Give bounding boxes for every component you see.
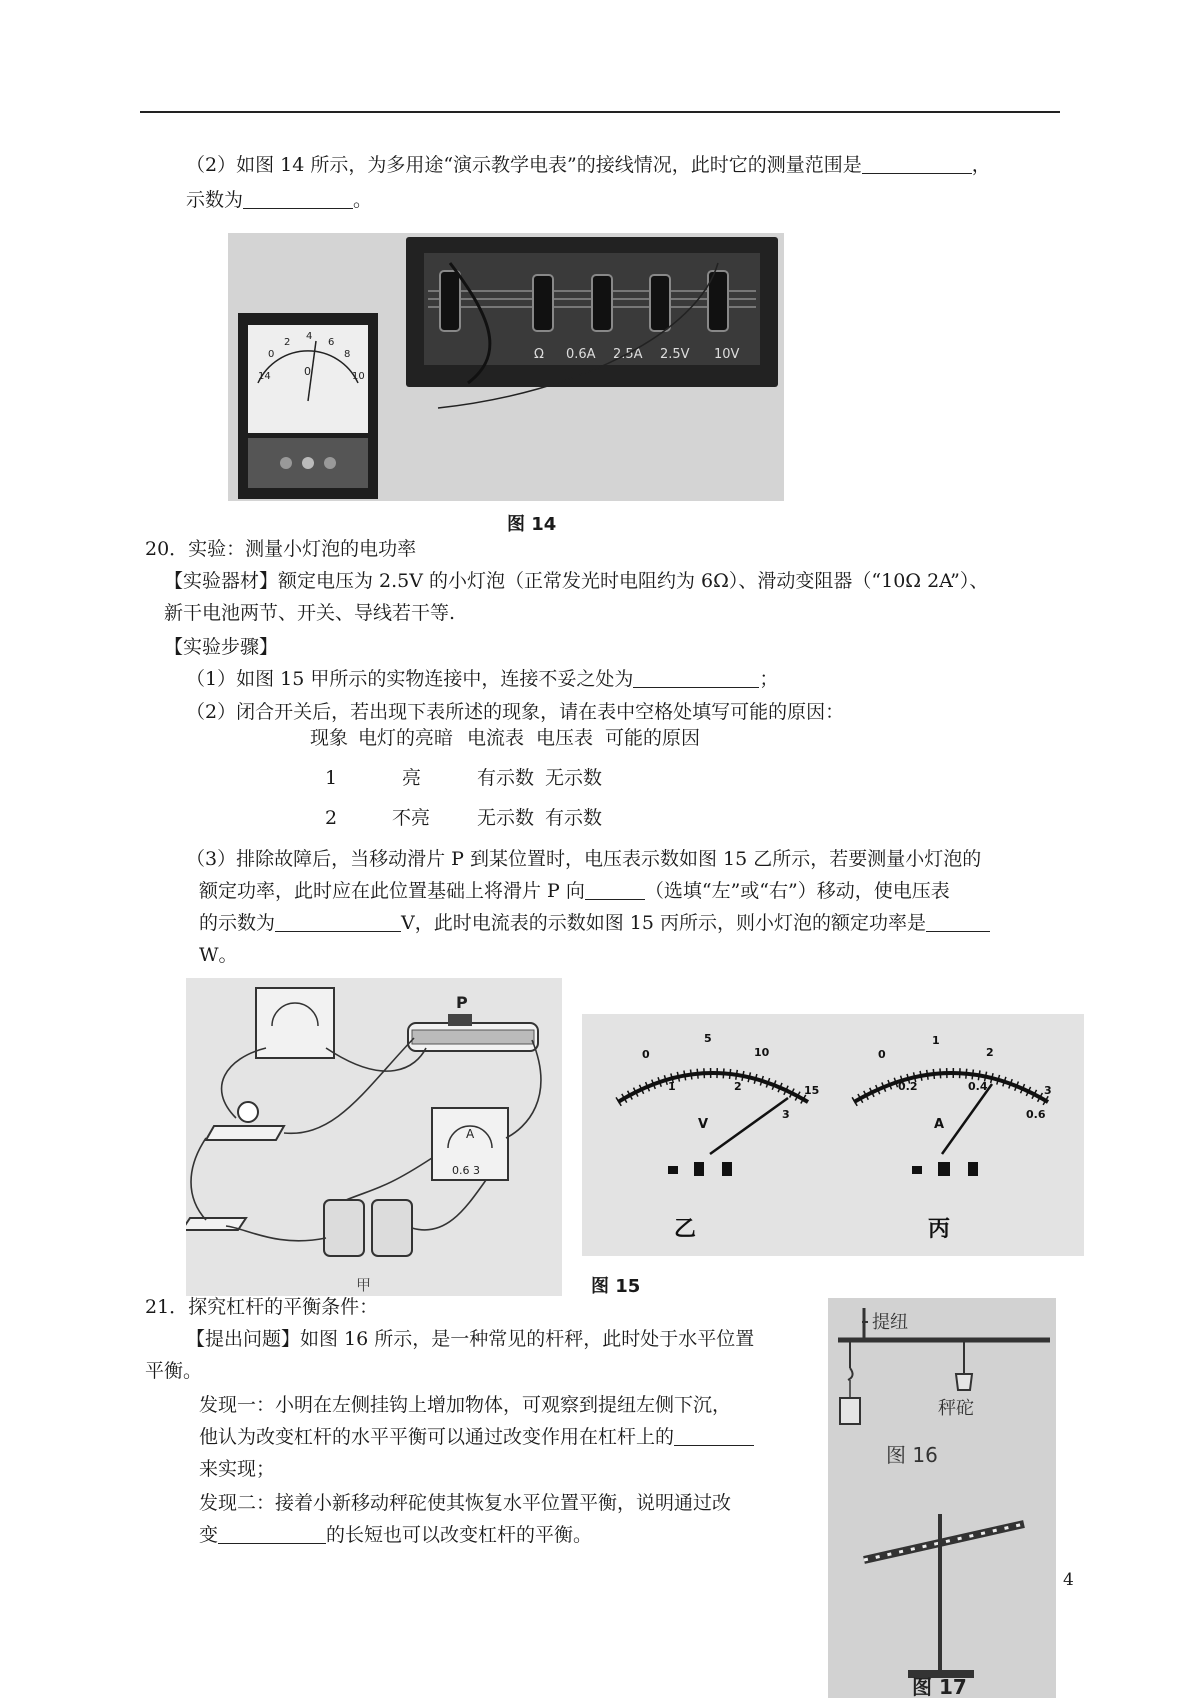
q20-step2: （2）闭合开关后，若出现下表所述的现象，请在表中空格处填写可能的原因： — [186, 701, 845, 723]
ammeter-panel-text: 0.6 3 — [452, 1164, 480, 1177]
meter-scale-label: 10 — [352, 371, 365, 382]
figure-15-caption: 图 15 — [591, 1276, 641, 1297]
terminal-post-0.6a — [533, 275, 553, 331]
q19-part2-line2: 示数为 。 — [186, 189, 373, 211]
meter-center-label: 0 — [304, 365, 311, 378]
figure-14-caption: 图 14 — [507, 514, 557, 535]
meter-scale-label: 2 — [284, 337, 291, 348]
scale-tick-label: 3 — [1044, 1084, 1052, 1097]
meter-scale-label: 8 — [344, 349, 351, 360]
q20-step3-line3: 的示数为 V，此时电流表的示数如图 15 丙所示，则小灯泡的额定功率是 — [199, 910, 990, 938]
terminal-label: Ω — [534, 347, 544, 362]
rheostat-slider — [448, 1014, 472, 1026]
bulb-base — [206, 1126, 284, 1140]
terminal-label: 2.5A — [613, 347, 643, 362]
scale-tick-label: 5 — [704, 1032, 712, 1045]
terminal-post-2.5v — [650, 275, 670, 331]
answer-blank-wrong-connection[interactable] — [633, 668, 759, 688]
q20-step1: （1）如图 15 甲所示的实物连接中，连接不妥之处为 ； — [186, 668, 779, 690]
answer-blank-direction[interactable] — [585, 880, 645, 900]
figure-15-yi-label: 乙 — [674, 1216, 697, 1242]
scale-tick-label: 15 — [804, 1084, 820, 1097]
q21-question-line2: 平衡。 — [145, 1360, 203, 1382]
answer-blank-power[interactable] — [926, 912, 990, 932]
terminal-post-ohm — [440, 271, 460, 331]
header-rule — [140, 111, 1060, 113]
terminal-label: 0.6A — [566, 347, 596, 362]
scale-tick-label: 0.6 — [1026, 1108, 1046, 1121]
answer-blank-voltage[interactable] — [275, 912, 401, 932]
q21-finding1-line3: 来实现； — [199, 1458, 276, 1480]
scale-tick-label: 1 — [932, 1034, 940, 1047]
figure-15-meters-photo — [582, 1014, 1084, 1256]
hung-object — [840, 1398, 860, 1424]
answer-blank-arm[interactable] — [218, 1524, 326, 1544]
q20-materials-line2: 新干电池两节、开关、导线若干等. — [164, 602, 456, 624]
figure-16-17-photo — [828, 1298, 1056, 1698]
figure-14-photo — [228, 233, 784, 501]
q19-part2-line1: （2）如图 14 所示，为多用途“演示教学电表”的接线情况，此时它的测量范围是 ， — [186, 154, 991, 176]
q21-finding1-line2: 他认为改变杠杆的水平平衡可以通过改变作用在杠杆上的 — [199, 1424, 754, 1452]
q21-question-line1: 【提出问题】如图 16 所示，是一种常见的杆秤，此时处于水平位置 — [186, 1328, 755, 1350]
terminal-post-2.5a — [592, 275, 612, 331]
voltmeter-unit: V — [698, 1117, 709, 1132]
scale-tick-label: 0.4 — [968, 1080, 988, 1093]
answer-blank-range[interactable] — [862, 154, 972, 174]
q20-steps-heading: 【实验步骤】 — [164, 636, 279, 658]
q20-materials-line1: 【实验器材】额定电压为 2.5V 的小灯泡（正常发光时电阻约为 6Ω）、滑动变阻器（“10Ω 2A”）、 — [164, 570, 989, 592]
figure-15-jia-label: 甲 — [356, 1276, 372, 1294]
scale-tick-label: 3 — [782, 1108, 790, 1121]
battery — [372, 1200, 412, 1256]
scale-tick-label: 1 — [668, 1080, 676, 1093]
q20-step3-line4: W。 — [199, 944, 238, 966]
meter-scale-label: 0 — [268, 349, 275, 360]
scale-tick-label: 2 — [734, 1080, 742, 1093]
q21-finding2-line1: 发现二：接着小新移动秤砣使其恢复水平位置平衡，说明通过改 — [199, 1492, 732, 1514]
scale-tick-label: 10 — [754, 1046, 770, 1059]
ammeter-unit: A — [466, 1127, 475, 1141]
q21-finding2-line2: 变 的长短也可以改变杠杆的平衡。 — [199, 1524, 593, 1546]
q20-title: 20．实验：测量小灯泡的电功率 — [145, 538, 417, 560]
meter-scale-label: 4 — [306, 331, 313, 342]
terminal-label: 10V — [714, 347, 740, 362]
counterweight — [956, 1374, 972, 1390]
terminal-label: 2.5V — [660, 347, 690, 362]
battery — [324, 1200, 364, 1256]
page-number: 4 — [1063, 1570, 1074, 1590]
q20-step3-line2: 额定功率，此时应在此位置基础上将滑片 P 向 （选填“左”或“右”）移动，使电压表 — [199, 880, 950, 902]
answer-blank-reading[interactable] — [243, 189, 353, 209]
figure-15-circuit-photo — [186, 978, 562, 1296]
light-bulb — [238, 1102, 258, 1122]
lifting-knob-label: 提纽 — [872, 1312, 908, 1333]
figure-16-caption: 图 16 — [886, 1443, 938, 1467]
meter-scale-label: 6 — [328, 337, 335, 348]
answer-blank-force[interactable] — [674, 1426, 754, 1446]
slider-label: P — [456, 993, 468, 1012]
meter-scale-label: 14 — [258, 371, 271, 382]
q21-finding1-line1: 发现一：小明在左侧挂钩上增加物体，可观察到提纽左侧下沉， — [199, 1394, 732, 1416]
counterweight-label: 秤砣 — [938, 1398, 974, 1419]
q20-step3-line1: （3）排除故障后，当移动滑片 P 到某位置时，电压表示数如图 15 乙所示，若要测量小灯泡的 — [186, 848, 982, 870]
voltmeter — [256, 988, 334, 1058]
scale-tick-label: 0 — [878, 1048, 886, 1061]
scale-tick-label: 0 — [642, 1048, 650, 1061]
ammeter-unit: A — [934, 1117, 945, 1132]
scale-tick-label: 2 — [986, 1046, 994, 1059]
q21-title: 21．探究杠杆的平衡条件： — [145, 1296, 379, 1318]
scale-tick-label: 0.2 — [898, 1080, 918, 1093]
figure-15-bing-label: 丙 — [928, 1216, 951, 1242]
figure-17-caption: 图 17 — [912, 1675, 967, 1698]
